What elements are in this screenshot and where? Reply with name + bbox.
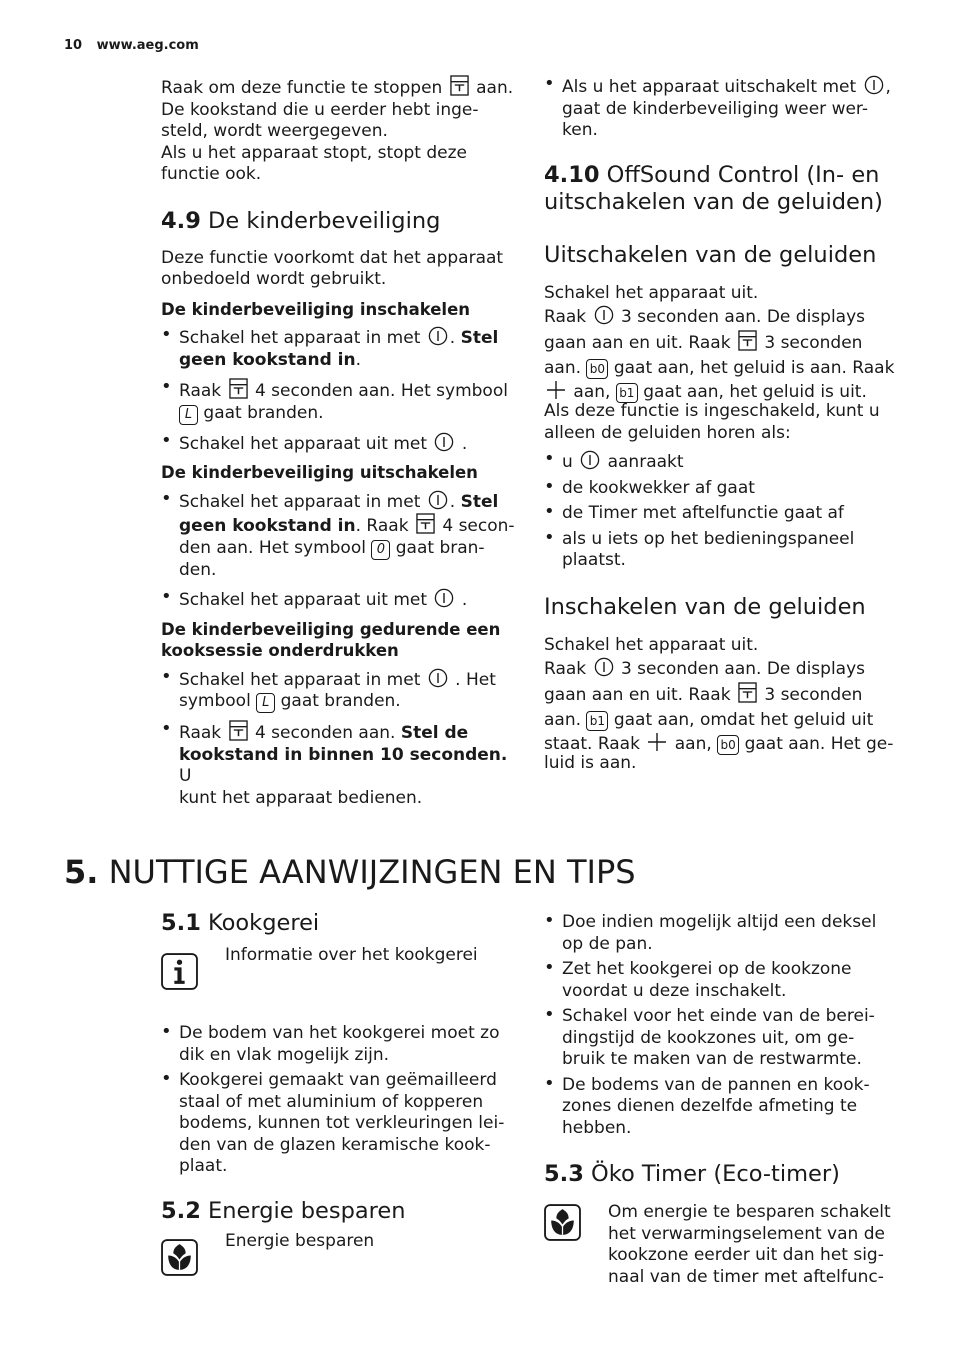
- sounds-on-text: Schakel het apparaat uit. Raak 3 seconden aan. De displays gaan aan en uit. Raak 3 seconden aan. b1 gaat aan, omdat het geluid uit staat. Raak aan, b0 gaat aan. Het ge-: [544, 634, 894, 755]
- list-item: • Raak 4 seconden aan. Het symbool L gaat branden.: [161, 378, 521, 425]
- sounds-conditions-list: [544, 450, 904, 572]
- list-item: • de kookwekker af gaat: [544, 478, 904, 500]
- list-item: • Schakel het apparaat in met . Het symbool L gaat branden.: [161, 668, 521, 714]
- display-symbol-b0: b0: [717, 735, 739, 755]
- intro-text: Raak om deze functie te stoppen aan. De kookstand die u eerder hebt inge- steld, wordt weergegeven. Als u het apparaat stopt, stopt deze functie ook.: [161, 75, 521, 186]
- list-item: • Doe indien mogelijk altijd een deksel op de pan.: [544, 912, 904, 955]
- list-item: • Schakel het apparaat in met . Stel geen kookstand in. Raak 4 secon- den aan. Het symbool 0 gaat bran- den.: [161, 490, 521, 582]
- column-left-bottom: [161, 910, 521, 1281]
- kinder-note-list: [544, 75, 904, 142]
- power-icon: [864, 75, 884, 95]
- section-4-10-heading: 4.10 OffSound Control (In- en uitschakelen van de geluiden): [544, 161, 883, 215]
- list-item: • Schakel het apparaat in met . Stel geen kookstand in.: [161, 326, 521, 371]
- lock-key-icon: [416, 513, 435, 534]
- power-icon: [434, 432, 454, 452]
- plus-icon: [647, 732, 667, 752]
- lock-key-icon: [229, 720, 248, 741]
- list-item: • als u iets op het bedieningspaneel plaatst.: [544, 529, 904, 572]
- plus-icon: [546, 380, 566, 400]
- column-right-top: [544, 75, 904, 775]
- heading-sounds-off: Uitschakelen van de geluiden: [544, 241, 877, 268]
- eco-timer-note: [544, 1202, 904, 1312]
- list-item: • Schakel het apparaat uit met .: [161, 432, 521, 456]
- lock-key-icon: [738, 330, 757, 351]
- sounds-off-text: Schakel het apparaat uit. Raak 3 seconden aan. De displays gaan aan en uit. Raak 3 seconden aan. b0 gaat aan, het geluid is aan. Raak aan, b1 gaat aan, het geluid is uit.: [544, 282, 895, 403]
- subheading-suppress: De kinderbeveiliging gedurende een kooksessie onderdrukken: [161, 619, 501, 660]
- eco-leaf-icon: [544, 1204, 581, 1241]
- eco-timer-text: Om energie te besparen schakelt het verwarmingselement van de kookzone eerder uit dan het sig- naal van de timer met aftelfunc-: [608, 1202, 891, 1287]
- lock-key-icon: [450, 75, 469, 96]
- page-number: 10: [64, 38, 83, 53]
- power-icon: [580, 450, 600, 470]
- lock-key-icon: [229, 378, 248, 399]
- power-icon: [594, 657, 614, 677]
- list-item: • Raak 4 seconden aan. Stel de kookstand in binnen 10 seconden. U kunt het apparaat bedienen.: [161, 720, 521, 809]
- info-note: [161, 945, 521, 1015]
- subheading-enable: De kinderbeveiliging inschakelen: [161, 299, 471, 319]
- subheading-disable: De kinderbeveiliging uitschakelen: [161, 463, 478, 482]
- section-5-3-heading: 5.3 Öko Timer (Eco-timer): [544, 1161, 840, 1187]
- eco-note: [161, 1231, 521, 1281]
- chapter-heading: 5. NUTTIGE AANWIJZINGEN EN TIPS: [64, 853, 636, 891]
- eco-leaf-icon: [161, 1239, 198, 1276]
- list-item: • Schakel het apparaat uit met .: [161, 588, 521, 612]
- list-item: • de Timer met aftelfunctie gaat af: [544, 503, 904, 525]
- display-symbol-b1: b1: [586, 711, 608, 731]
- enable-steps-list: [161, 326, 521, 455]
- display-symbol-l: L: [256, 693, 275, 713]
- sounds-on-tail: luid is aan.: [544, 753, 637, 774]
- website-url: www.aeg.com: [96, 38, 199, 53]
- list-item: • Als u het apparaat uitschakelt met , gaat de kinderbeveiliging weer wer- ken.: [544, 75, 904, 142]
- display-symbol-0: 0: [371, 540, 390, 560]
- section-5-1-heading: 5.1 Kookgerei: [161, 910, 320, 936]
- list-item: • De bodem van het kookgerei moet zo dik en vlak mogelijk zijn.: [161, 1023, 521, 1066]
- power-icon: [594, 305, 614, 325]
- list-item: • u aanraakt: [544, 450, 904, 474]
- power-icon: [428, 490, 448, 510]
- list-item: • Kookgerei gemaakt van geëmailleerd staal of met aluminium of kopperen bodems, kunnen tot verkleuringen lei- den van de glazen keramische kook- plaat.: [161, 1070, 521, 1178]
- power-icon: [428, 668, 448, 688]
- section-5-2-heading: 5.2 Energie besparen: [161, 1197, 406, 1224]
- lock-key-icon: [738, 682, 757, 703]
- display-symbol-b1: b1: [616, 383, 638, 403]
- display-symbol-l: L: [179, 405, 198, 425]
- disable-steps-list: [161, 490, 521, 612]
- page-header: [64, 38, 199, 53]
- suppress-steps-list: [161, 668, 521, 810]
- list-item: • Schakel voor het einde van de berei- dingstijd de kookzones uit, om ge- bruik te maken van de restwarmte.: [544, 1006, 904, 1071]
- power-icon: [434, 588, 454, 608]
- info-note-text: Informatie over het kookgerei: [225, 945, 478, 965]
- column-right-bottom: [544, 912, 904, 1312]
- heading-sounds-on: Inschakelen van de geluiden: [544, 593, 866, 620]
- sounds-note-text: Als deze functie is ingeschakeld, kunt u alleen de geluiden horen als:: [544, 401, 880, 443]
- section-4-9-heading: 4.9 De kinderbeveiliging: [161, 207, 441, 234]
- list-item: • De bodems van de pannen en kook- zones dienen dezelfde afmeting te hebben.: [544, 1075, 904, 1140]
- column-left-top: [161, 75, 521, 816]
- display-symbol-b0: b0: [586, 359, 608, 379]
- cookware-list: [161, 1023, 521, 1178]
- info-icon: [161, 953, 198, 990]
- section-4-9-description: Deze functie voorkomt dat het apparaat onbedoeld wordt gebruikt.: [161, 247, 504, 289]
- list-item: • Zet het kookgerei op de kookzone voordat u deze inschakelt.: [544, 959, 904, 1002]
- power-icon: [428, 326, 448, 346]
- eco-note-text: Energie besparen: [225, 1230, 375, 1251]
- energy-tips-list: [544, 912, 904, 1139]
